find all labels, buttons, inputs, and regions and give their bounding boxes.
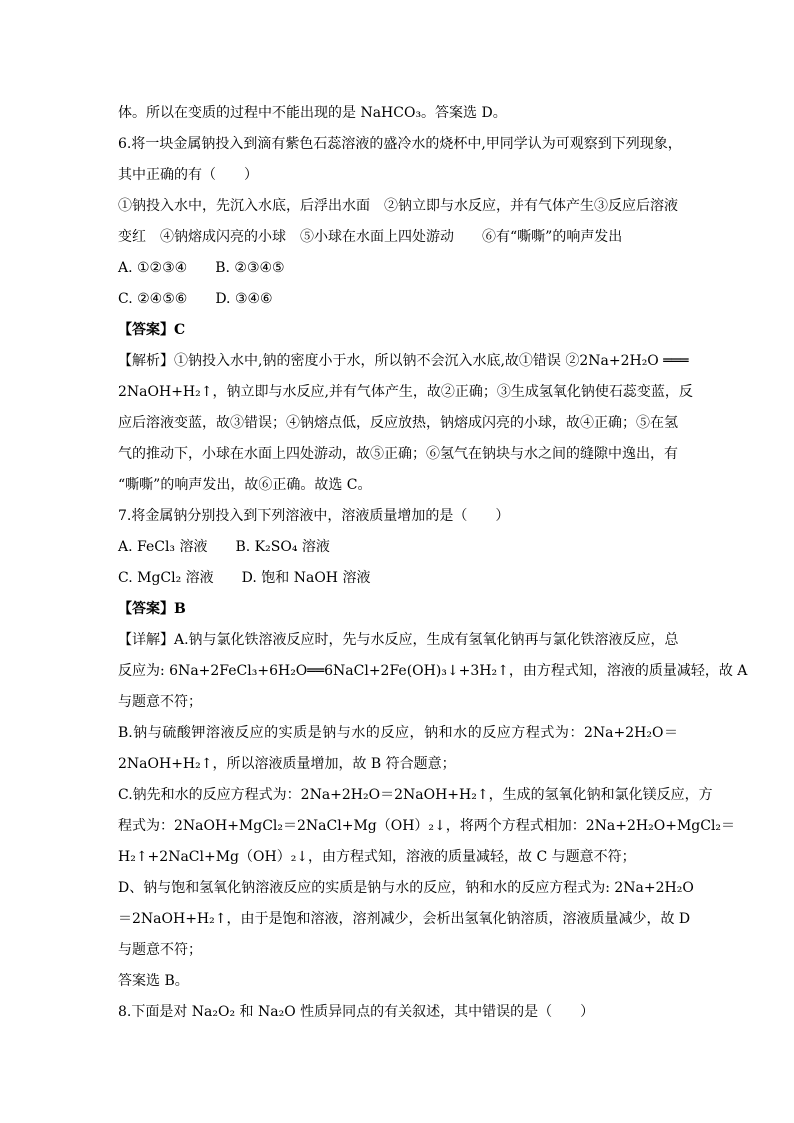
question-6-analysis: 气的推动下，小球在水面上四处游动，故⑤正确；⑥氢气在钠块与水之间的缝隙中逸出，有 [118, 446, 678, 462]
question-7-option-ab: A. FeCl₃ 溶液 B. K₂SO₄ 溶液 [118, 539, 330, 555]
question-7-explanation: 与题意不符； [118, 694, 202, 710]
question-6-option-cd: C. ②④⑤⑥ D. ③④⑥ [118, 291, 273, 307]
question-8-stem: 8.下面是对 Na₂O₂ 和 Na₂O 性质异同点的有关叙述，其中错误的是（ ） [118, 1004, 595, 1020]
question-6-statements: 变红 ④钠熔成闪亮的小球 ⑤小球在水面上四处游动 ⑥有“嘶嘶”的响声发出 [118, 229, 623, 245]
question-6-analysis: 【解析】①钠投入水中,钠的密度小于水，所以钠不会沉入水底,故①错误 ②2Na+2H₂O ═══ [118, 353, 689, 369]
question-7-answer: 【答案】B [118, 601, 186, 617]
question-7-explanation: ＝2NaOH+H₂↑，由于是饱和溶液，溶剂减少，会析出氢氧化钠溶质，溶液质量减少，故 D [118, 911, 691, 927]
question-7-explanation: H₂↑+2NaCl+Mg（OH）₂↓，由方程式知，溶液的质量减轻，故 C 与题意不符； [118, 849, 636, 865]
question-7-explanation: 2NaOH+H₂↑，所以溶液质量增加，故 B 符合题意； [118, 756, 456, 772]
question-7-explanation: 反应为: 6Na+2FeCl₃+6H₂O══6NaCl+2Fe(OH)₃↓+3H₂↑，由方程式知，溶液的质量减轻，故 A [118, 663, 748, 679]
question-7-explanation: 程式为：2NaOH+MgCl₂＝2NaCl+Mg（OH）₂↓，将两个方程式相加：2Na+2H₂O+MgCl₂＝ [118, 818, 736, 834]
question-7-explanation: C.钠先和水的反应方程式为：2Na+2H₂O＝2NaOH+H₂↑，生成的氢氧化钠和氯化镁反应，方 [118, 787, 713, 803]
question-6-analysis: “嘶嘶”的响声发出，故⑥正确。故选 C。 [118, 477, 372, 493]
question-6-stem: 6.将一块金属钠投入到滴有紫色石蕊溶液的盛冷水的烧杯中,甲同学认为可观察到下列现象， [118, 136, 682, 152]
question-7-explanation: D、钠与饱和氢氧化钠溶液反应的实质是钠与水的反应，钠和水的反应方程式为: 2Na+2H₂O [118, 880, 694, 896]
question-7-explanation: B.钠与硫酸钾溶液反应的实质是钠与水的反应，钠和水的反应方程式为：2Na+2H₂O＝ [118, 725, 678, 741]
text-line: 体。所以在变质的过程中不能出现的是 NaHCO₃。答案选 D。 [118, 105, 507, 121]
question-6-answer: 【答案】C [118, 322, 186, 338]
question-6-stem-end: 其中正确的有（ ） [118, 167, 258, 183]
question-7-explanation: 【详解】A.钠与氯化铁溶液反应时，先与水反应，生成有氢氧化钠再与氯化铁溶液反应，总 [118, 632, 679, 648]
question-7-explanation: 与题意不符； [118, 942, 202, 958]
question-6-option-ab: A. ①②③④ B. ②③④⑤ [118, 260, 285, 276]
question-6-statements: ①钠投入水中，先沉入水底，后浮出水面 ②钠立即与水反应，并有气体产生③反应后溶液 [118, 198, 678, 214]
question-7-option-cd: C. MgCl₂ 溶液 D. 饱和 NaOH 溶液 [118, 570, 371, 586]
question-7-conclusion: 答案选 B。 [118, 973, 189, 989]
question-6-analysis: 应后溶液变蓝，故③错误；④钠熔点低，反应放热，钠熔成闪亮的小球，故④正确；⑤在氢 [118, 415, 678, 431]
question-7-stem: 7.将金属钠分别投入到下列溶液中，溶液质量增加的是（ ） [118, 508, 510, 524]
question-6-analysis: 2NaOH+H₂↑，钠立即与水反应,并有气体产生，故②正确；③生成氢氧化钠使石蕊变蓝，反 [118, 384, 693, 400]
